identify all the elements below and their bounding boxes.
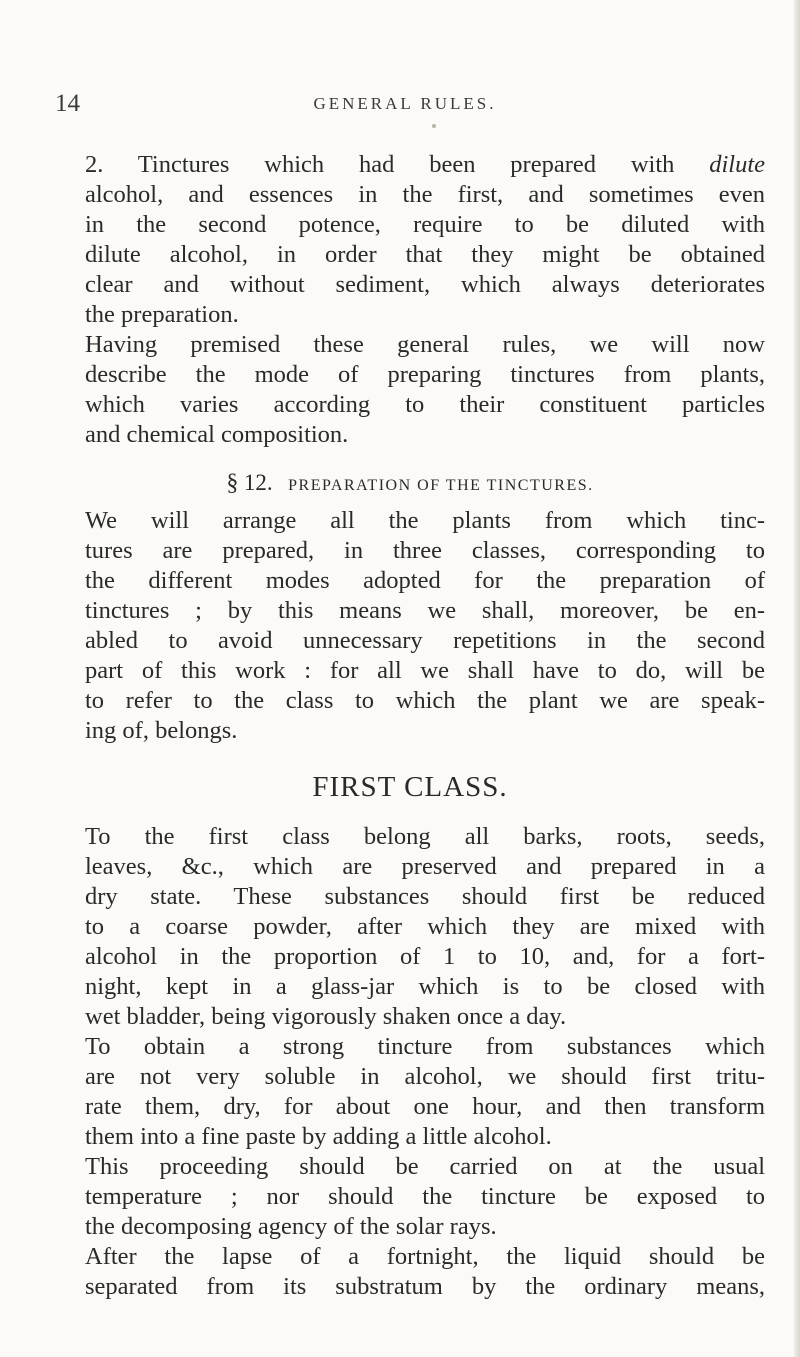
text-line: We will arrange all the plants from which tinc- — [85, 507, 765, 534]
paragraph-dilute-tinctures — [55, 150, 765, 330]
paragraph-proceeding — [55, 1152, 765, 1242]
text-line: temperature ; nor should the tincture be exposed to — [85, 1183, 765, 1210]
text-line: leaves, &c., which are preserved and prepared in a — [85, 853, 765, 880]
item-number: 2. — [85, 151, 104, 178]
text-line: wet bladder, being vigorously shaken once a day. — [85, 1003, 567, 1030]
text-line: clear and without sediment, which always deteriorates — [85, 271, 765, 298]
text-line: part of this work : for all we shall have to do, will be — [85, 657, 765, 684]
page-edge — [794, 0, 800, 1357]
text-line: tures are prepared, in three classes, corresponding to — [85, 537, 765, 564]
running-header — [55, 78, 755, 118]
text-line: dry state. These substances should first be reduced — [85, 883, 765, 910]
text-line: This proceeding should be carried on at the usual — [85, 1153, 765, 1180]
paragraph-lapse — [55, 1242, 765, 1302]
text-line: to refer to the class to which the plant we are speak- — [85, 687, 765, 714]
section-number: 12. — [243, 470, 273, 495]
section-heading — [55, 468, 765, 501]
paragraph-arrange — [55, 506, 765, 746]
text-line: which varies according to their constituent particles — [85, 391, 765, 418]
text-line: separated from its substratum by the ordinary means, — [85, 1273, 765, 1300]
text-line: rate them, dry, for about one hour, and then transform — [85, 1093, 765, 1120]
text-line: the different modes adopted for the preparation of — [85, 567, 765, 594]
text-line: describe the mode of preparing tinctures from plants, — [85, 361, 765, 388]
text-line: the decomposing agency of the solar rays. — [85, 1213, 497, 1240]
text-line: To obtain a strong tincture from substances which — [85, 1033, 765, 1060]
text-line: To the first class belong all barks, roots, seeds, — [85, 823, 765, 850]
text-line: to a coarse powder, after which they are mixed with — [85, 913, 765, 940]
class-heading: FIRST CLASS. — [312, 771, 508, 803]
section-mark: § — [226, 470, 239, 496]
text-line: alcohol, and essences in the first, and sometimes even — [85, 181, 765, 208]
text-line: them into a fine paste by adding a little alcohol. — [85, 1123, 552, 1150]
page-body — [55, 150, 765, 1302]
text-line: After the lapse of a fortnight, the liquid should be — [85, 1243, 765, 1270]
text-line: tinctures ; by this means we shall, moreover, be en- — [85, 597, 765, 624]
section-title: PREPARATION OF THE TINCTURES. — [288, 477, 594, 494]
text-line: dilute alcohol, in order that they might be obtained — [85, 241, 765, 268]
text-line-part: Tinctures which had been prepared with — [137, 151, 675, 178]
page-number: 14 — [55, 90, 80, 117]
text-line: alcohol in the proportion of 1 to 10, and, for a fort- — [85, 943, 765, 970]
paragraph-strong-tincture — [55, 1032, 765, 1152]
text-line: the preparation. — [85, 301, 239, 328]
text-line: ing of, belongs. — [85, 717, 238, 744]
text-line: are not very soluble in alcohol, we should first tritu- — [85, 1063, 765, 1090]
emphasis-dilute: dilute — [709, 151, 766, 178]
paragraph-premised — [55, 330, 765, 450]
text-line: in the second potence, require to be diluted with — [85, 211, 765, 238]
text-line: Having premised these general rules, we will now — [85, 331, 765, 358]
running-head: GENERAL RULES. — [313, 94, 497, 113]
text-line: abled to avoid unnecessary repetitions in the second — [85, 627, 765, 654]
header-ornament — [432, 124, 436, 128]
paragraph-first-class — [55, 822, 765, 1032]
text-line: night, kept in a glass-jar which is to be closed with — [85, 973, 765, 1000]
text-line — [55, 150, 765, 180]
text-line: and chemical composition. — [85, 421, 349, 448]
